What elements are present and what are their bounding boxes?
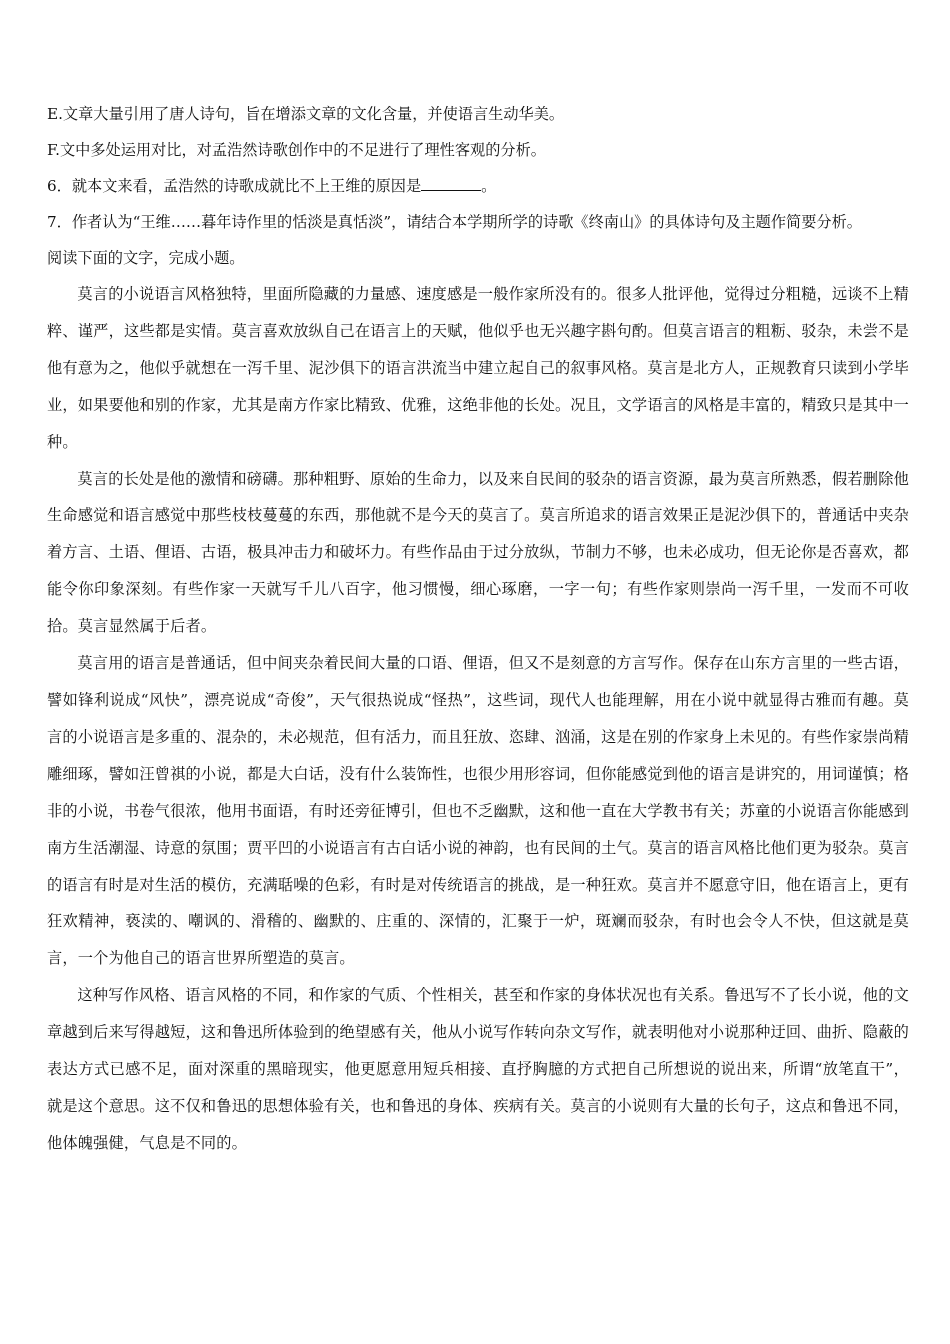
paragraph: 这种写作风格、语言风格的不同，和作家的气质、个性相关，甚至和作家的身体状况也有关系。鲁迅写不了长小说，他的文章越到后来写得越短，这和鲁迅所体验到的绝望感有关，他从小说写作转向杂文写作，就表明他对小说那种迂回、曲折、隐蔽的表达方式已感不足，面对深重的黑暗现实，他更愿意用短兵相接、直抒胸臆的方式把自己所想说的说出来，所谓“放笔直干”，就是这个意思。这不仅和鲁迅的思想体验有关，也和鲁迅的身体、疾病有关。莫言的小说则有大量的长句子，这点和鲁迅不同，他体魄强健，气息是不同的。 — [47, 986, 909, 1152]
option-e: E.文章大量引用了唐人诗句，旨在增添文章的文化含量，并使语言生动华美。 — [47, 105, 565, 123]
question-6 — [47, 168, 909, 204]
question-7: 7．作者认为“王维……暮年诗作里的恬淡是真恬淡”，请结合本学期所学的诗歌《终南山》的具体诗句及主题作简要分析。 — [47, 213, 862, 231]
paragraph: 莫言的小说语言风格独特，里面所隐藏的力量感、速度感是一般作家所没有的。很多人批评他，觉得过分粗糙，远谈不上精粹、谨严，这些都是实情。莫言喜欢放纵自己在语言上的天赋，他似乎也无兴趣字斟句酌。但莫言语言的粗粝、驳杂，未尝不是他有意为之，他似乎就想在一泻千里、泥沙俱下的语言洪流当中建立起自己的叙事风格。莫言是北方人，正规教育只读到小学毕业，如果要他和别的作家，尤其是南方作家比精致、优雅，这绝非他的长处。况且，文学语言的风格是丰富的，精致只是其中一种。 — [47, 285, 909, 451]
question-6-text: 6．就本文来看，孟浩然的诗歌成就比不上王维的原因是 — [47, 177, 422, 195]
question-6-suffix: 。 — [481, 177, 497, 195]
answer-blank — [421, 176, 481, 191]
paragraph: 莫言的长处是他的激情和磅礴。那种粗野、原始的生命力，以及来自民间的驳杂的语言资源，最为莫言所熟悉，假若删除他生命感觉和语言感觉中那些枝枝蔓蔓的东西，那他就不是今天的莫言了。莫言所追求的语言效果正是泥沙俱下的，普通话中夹杂着方言、土语、俚语、古语，极具冲击力和破坏力。有些作品由于过分放纵，节制力不够，也未必成功，但无论你是否喜欢，都能令你印象深刻。有些作家一天就写千儿八百字，他习惯慢，细心琢磨，一字一句；有些作家则崇尚一泻千里，一发而不可收拾。莫言显然属于后者。 — [47, 469, 909, 636]
option-f: F.文中多处运用对比，对孟浩然诗歌创作中的不足进行了理性客观的分析。 — [47, 141, 546, 159]
paragraph: 莫言用的语言是普通话，但中间夹杂着民间大量的口语、俚语，但又不是刻意的方言写作。保存在山东方言里的一些古语，譬如锋利说成“风快”，漂亮说成“奇俊”，天气很热说成“怪热”，这些词，现代人也能理解，用在小说中就显得古雅而有趣。莫言的小说语言是多重的、混杂的，未必规范，但有活力，而且狂放、恣肆、汹涌，这是在别的作家身上未见的。有些作家崇尚精雕细琢，譬如汪曾祺的小说，都是大白话，没有什么装饰性，也很少用形容词，但你能感觉到他的语言是讲究的，用词谨慎；格非的小说，书卷气很浓，他用书面语，有时还旁征博引，但也不乏幽默，这和他一直在大学教书有关；苏童的小说语言你能感到南方生活潮湿、诗意的氛围；贾平凹的小说语言有古白话小说的神韵，也有民间的土气。莫言的语言风格比他们更为驳杂。莫言的语言有时是对生活的模仿，充满聒噪的色彩，有时是对传统语言的挑战，是一种狂欢。莫言并不愿意守旧，他在语言上，更有狂欢精神，亵渎的、嘲讽的、滑稽的、幽默的、庄重的、深情的，汇聚于一炉，斑斓而驳杂，有时也会令人不快，但这就是莫言，一个为他自己的语言世界所塑造的莫言。 — [47, 654, 909, 968]
document-page — [47, 96, 909, 1162]
reading-instruction: 阅读下面的文字，完成小题。 — [47, 249, 245, 267]
